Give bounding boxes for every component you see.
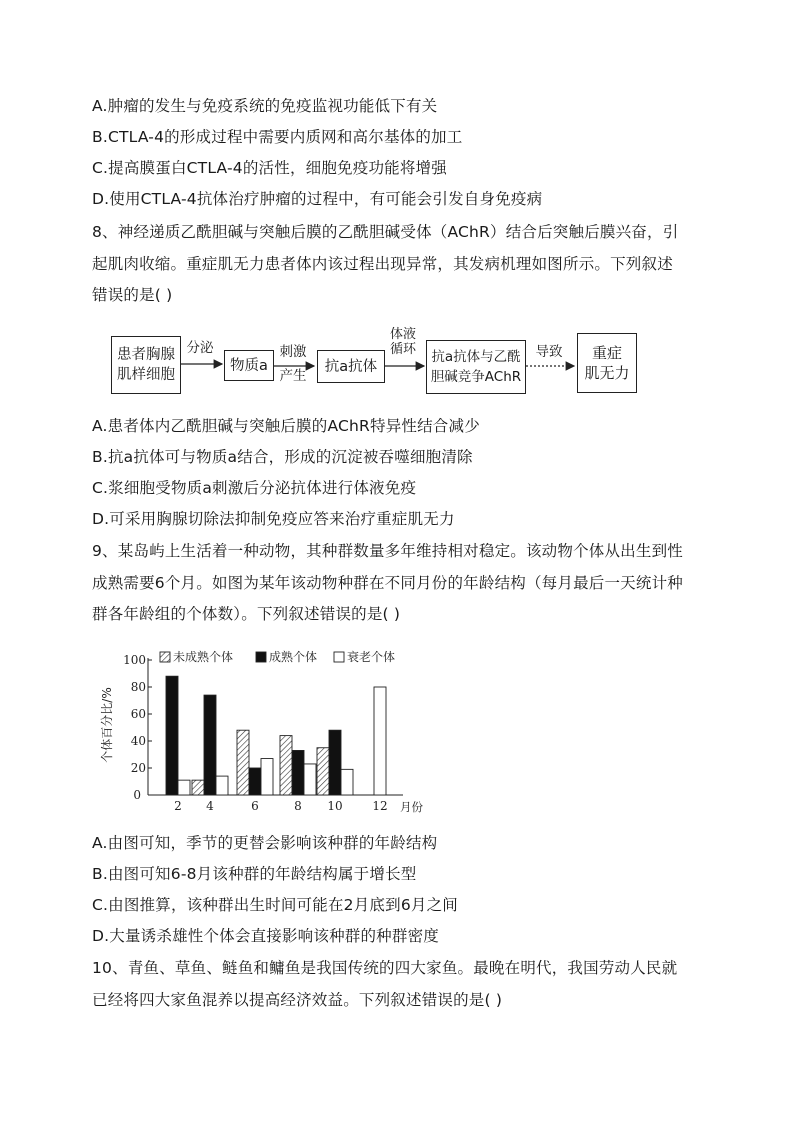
flow-label-produce: 产生 — [279, 368, 307, 384]
q9-stem-line-2: 成熟需要6个月。如图为某年该动物种群在不同月份的年龄结构（每月最后一天统计种 — [92, 574, 683, 592]
bar-hatched-month-8 — [280, 736, 292, 795]
bar-white-month-8 — [304, 764, 316, 795]
flow-box-compete-line2: 胆碱竞争AChR — [430, 369, 522, 385]
x-tick-label-12: 12 — [372, 799, 388, 813]
flow-box-substance-a — [224, 350, 274, 381]
age-structure-chart — [98, 640, 438, 820]
flow-label-body-fluid: 体液 — [389, 327, 416, 342]
q10-stem-line-1: 10、青鱼、草鱼、鲢鱼和鳙鱼是我国传统的四大家鱼。最晚在明代，我国劳动人民就 — [92, 959, 678, 977]
y-axis-title: 个体百分比/% — [100, 687, 114, 763]
q8-stem-line-1: 8、神经递质乙酰胆碱与突触后膜的乙酰胆碱受体（AChR）结合后突触后膜兴奋，引 — [92, 223, 679, 241]
chart-bars — [166, 676, 386, 795]
flow-box-compete — [426, 340, 526, 394]
legend-label-hatched: 未成熟个体 — [173, 650, 234, 664]
y-tick-label-40: 40 — [130, 734, 146, 748]
q8-option-d: D.可采用胸腺切除法抑制免疫应答来治疗重症肌无力 — [92, 510, 455, 528]
legend-swatch-solid-black — [256, 652, 266, 662]
flow-label-secrete: 分泌 — [186, 340, 214, 356]
flow-box-antibody-text: 抗a抗体 — [324, 358, 378, 375]
y-tick-label-60: 60 — [130, 707, 146, 721]
bar-hatched-month-6 — [237, 730, 249, 795]
q9-stem-line-1: 9、某岛屿上生活着一种动物，其种群数量多年维持相对稳定。该动物个体从出生到性 — [92, 542, 683, 560]
q8-option-c: C.浆细胞受物质a刺激后分泌抗体进行体液免疫 — [92, 479, 417, 497]
y-tick-label-100: 100 — [123, 653, 146, 667]
chart-legend — [160, 649, 395, 664]
q9-option-b: B.由图可知6-8月该种群的年龄结构属于增长型 — [92, 865, 417, 883]
bar-white-month-12 — [374, 687, 386, 795]
q7-option-d: D.使用CTLA-4抗体治疗肿瘤的过程中，有可能会引发自身免疫病 — [92, 190, 543, 208]
q7-option-b: B.CTLA-4的形成过程中需要内质网和高尔基体的加工 — [92, 128, 463, 146]
flow-box-compete-line1: 抗a抗体与乙酰 — [431, 349, 521, 365]
flow-box-myasthenia-line1: 重症 — [591, 344, 622, 362]
flow-label-cause: 导致 — [535, 344, 563, 360]
flow-box-myasthenia — [577, 333, 637, 393]
x-tick-label-8: 8 — [294, 799, 302, 813]
bar-solid-black-month-2 — [166, 676, 178, 795]
bar-white-month-4 — [216, 776, 228, 795]
q9-option-a: A.由图可知，季节的更替会影响该种群的年龄结构 — [92, 834, 438, 852]
bar-solid-black-month-10 — [329, 730, 341, 795]
legend-swatch-hatched — [160, 652, 170, 662]
legend-label-white: 衰老个体 — [347, 650, 396, 664]
q9-stem-line-3: 群各年龄组的个体数）。下列叙述错误的是( ) — [92, 605, 401, 623]
bar-white-month-10 — [341, 769, 353, 795]
flow-box-thymus-line1: 患者胸腺 — [117, 347, 175, 363]
bar-hatched-month-10 — [317, 748, 329, 795]
bar-white-month-6 — [261, 759, 273, 795]
flow-box-antibody — [317, 350, 385, 383]
y-tick-label-80: 80 — [130, 680, 146, 694]
flow-label-stimulate: 刺激 — [279, 344, 307, 360]
q8-stem-line-3: 错误的是( ) — [92, 286, 173, 304]
bar-hatched-month-4 — [192, 780, 204, 795]
y-tick-label-20: 20 — [130, 761, 146, 775]
flow-label-circulation: 循环 — [389, 342, 416, 357]
x-tick-label-4: 4 — [206, 799, 214, 813]
flow-box-substance-a-text: 物质a — [230, 357, 268, 374]
q9-option-c: C.由图推算，该种群出生时间可能在2月底到6月之间 — [92, 896, 458, 914]
x-axis-title: 月份 — [400, 800, 423, 814]
x-tick-label-2: 2 — [174, 799, 182, 813]
bar-solid-black-month-6 — [249, 768, 261, 795]
q7-option-a: A.肿瘤的发生与免疫系统的免疫监视功能低下有关 — [92, 97, 438, 115]
y-origin-label: 0 — [133, 788, 141, 802]
flow-box-myasthenia-line2: 肌无力 — [584, 364, 630, 382]
flow-box-thymus — [111, 336, 181, 394]
q8-option-b: B.抗a抗体可与物质a结合，形成的沉淀被吞噬细胞清除 — [92, 448, 473, 466]
q9-option-d: D.大量诱杀雄性个体会直接影响该种群的种群密度 — [92, 927, 439, 945]
legend-swatch-white — [334, 652, 344, 662]
bar-white-month-2 — [178, 780, 190, 795]
flow-box-thymus-line2: 肌样细胞 — [117, 367, 175, 383]
bar-solid-black-month-4 — [204, 695, 216, 795]
q10-stem-line-2: 已经将四大家鱼混养以提高经济效益。下列叙述错误的是( ) — [92, 991, 503, 1009]
bar-solid-black-month-8 — [292, 750, 304, 795]
legend-label-solid-black: 成熟个体 — [269, 650, 318, 664]
q8-stem-line-2: 起肌肉收缩。重症肌无力患者体内该过程出现异常，其发病机理如图所示。下列叙述 — [92, 255, 673, 273]
q8-option-a: A.患者体内乙酰胆碱与突触后膜的AChR特异性结合减少 — [92, 417, 480, 435]
x-tick-label-6: 6 — [251, 799, 259, 813]
q7-option-c: C.提高膜蛋白CTLA-4的活性，细胞免疫功能将增强 — [92, 159, 447, 177]
x-tick-label-10: 10 — [327, 799, 343, 813]
